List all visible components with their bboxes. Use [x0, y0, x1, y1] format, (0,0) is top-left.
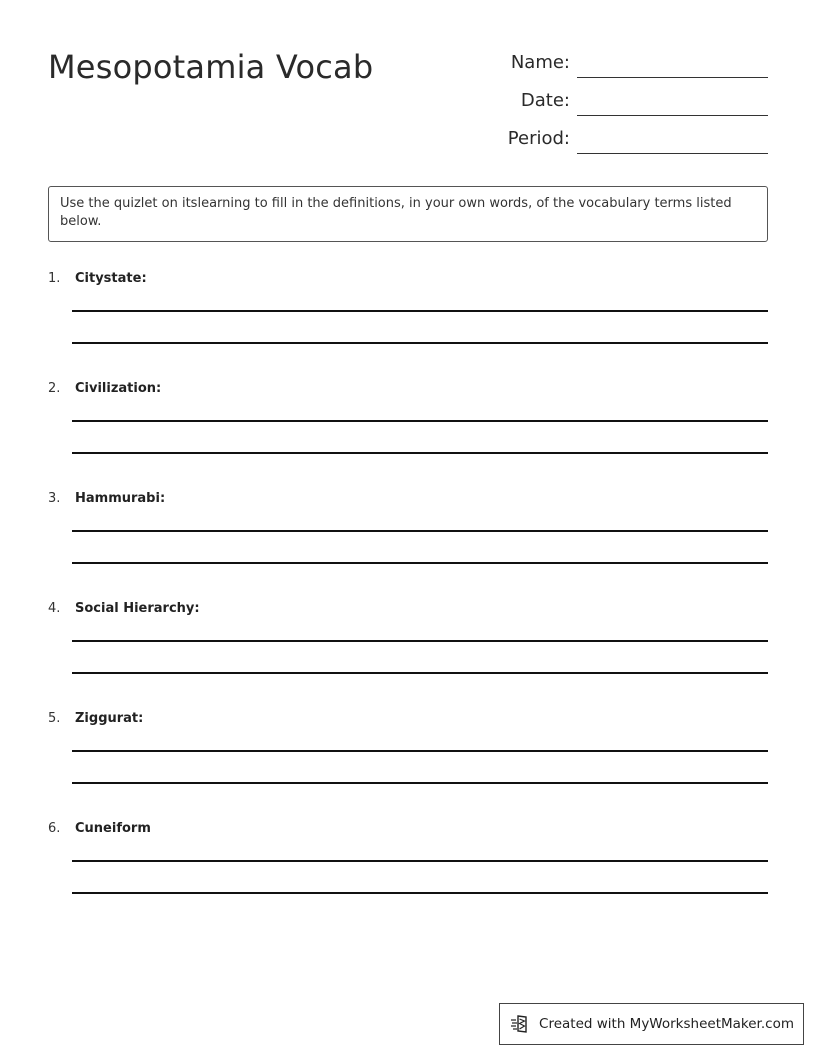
- question-number: 4.: [48, 601, 61, 616]
- question-number: 6.: [48, 821, 61, 836]
- question-term: Citystate:: [75, 271, 147, 286]
- question-item: [0, 271, 816, 381]
- question-term: Social Hierarchy:: [75, 601, 200, 616]
- question-term: Civilization:: [75, 381, 162, 396]
- question-number: 2.: [48, 381, 61, 396]
- footer-text: Created with MyWorksheetMaker.com: [539, 1016, 794, 1032]
- answer-line[interactable]: [72, 750, 768, 752]
- answer-line[interactable]: [72, 452, 768, 454]
- question-item: [0, 821, 816, 931]
- answer-line[interactable]: [72, 782, 768, 784]
- answer-line[interactable]: [72, 342, 768, 344]
- instructions-box: Use the quizlet on itslearning to fill in the definitions, in your own words, of the vocabulary terms listed below.: [48, 186, 768, 242]
- answer-line[interactable]: [72, 530, 768, 532]
- page-title: Mesopotamia Vocab: [48, 48, 374, 86]
- answer-line[interactable]: [72, 562, 768, 564]
- worksheet-maker-logo-icon: [509, 1013, 531, 1035]
- answer-line[interactable]: [72, 420, 768, 422]
- name-label: Name:: [510, 52, 570, 73]
- question-item: [0, 381, 816, 491]
- question-term: Hammurabi:: [75, 491, 166, 506]
- question-item: [0, 711, 816, 821]
- created-with-badge[interactable]: [499, 1003, 804, 1045]
- answer-line[interactable]: [72, 640, 768, 642]
- period-label: Period:: [507, 128, 570, 149]
- question-term: Cuneiform: [75, 821, 151, 836]
- question-item: [0, 601, 816, 711]
- question-number: 1.: [48, 271, 61, 286]
- answer-line[interactable]: [72, 672, 768, 674]
- question-item: [0, 491, 816, 601]
- date-field[interactable]: [577, 115, 768, 116]
- answer-line[interactable]: [72, 860, 768, 862]
- question-number: 5.: [48, 711, 61, 726]
- period-field[interactable]: [577, 153, 768, 154]
- answer-line[interactable]: [72, 310, 768, 312]
- question-term: Ziggurat:: [75, 711, 144, 726]
- name-field[interactable]: [577, 77, 768, 78]
- question-number: 3.: [48, 491, 61, 506]
- answer-line[interactable]: [72, 892, 768, 894]
- date-label: Date:: [520, 90, 570, 111]
